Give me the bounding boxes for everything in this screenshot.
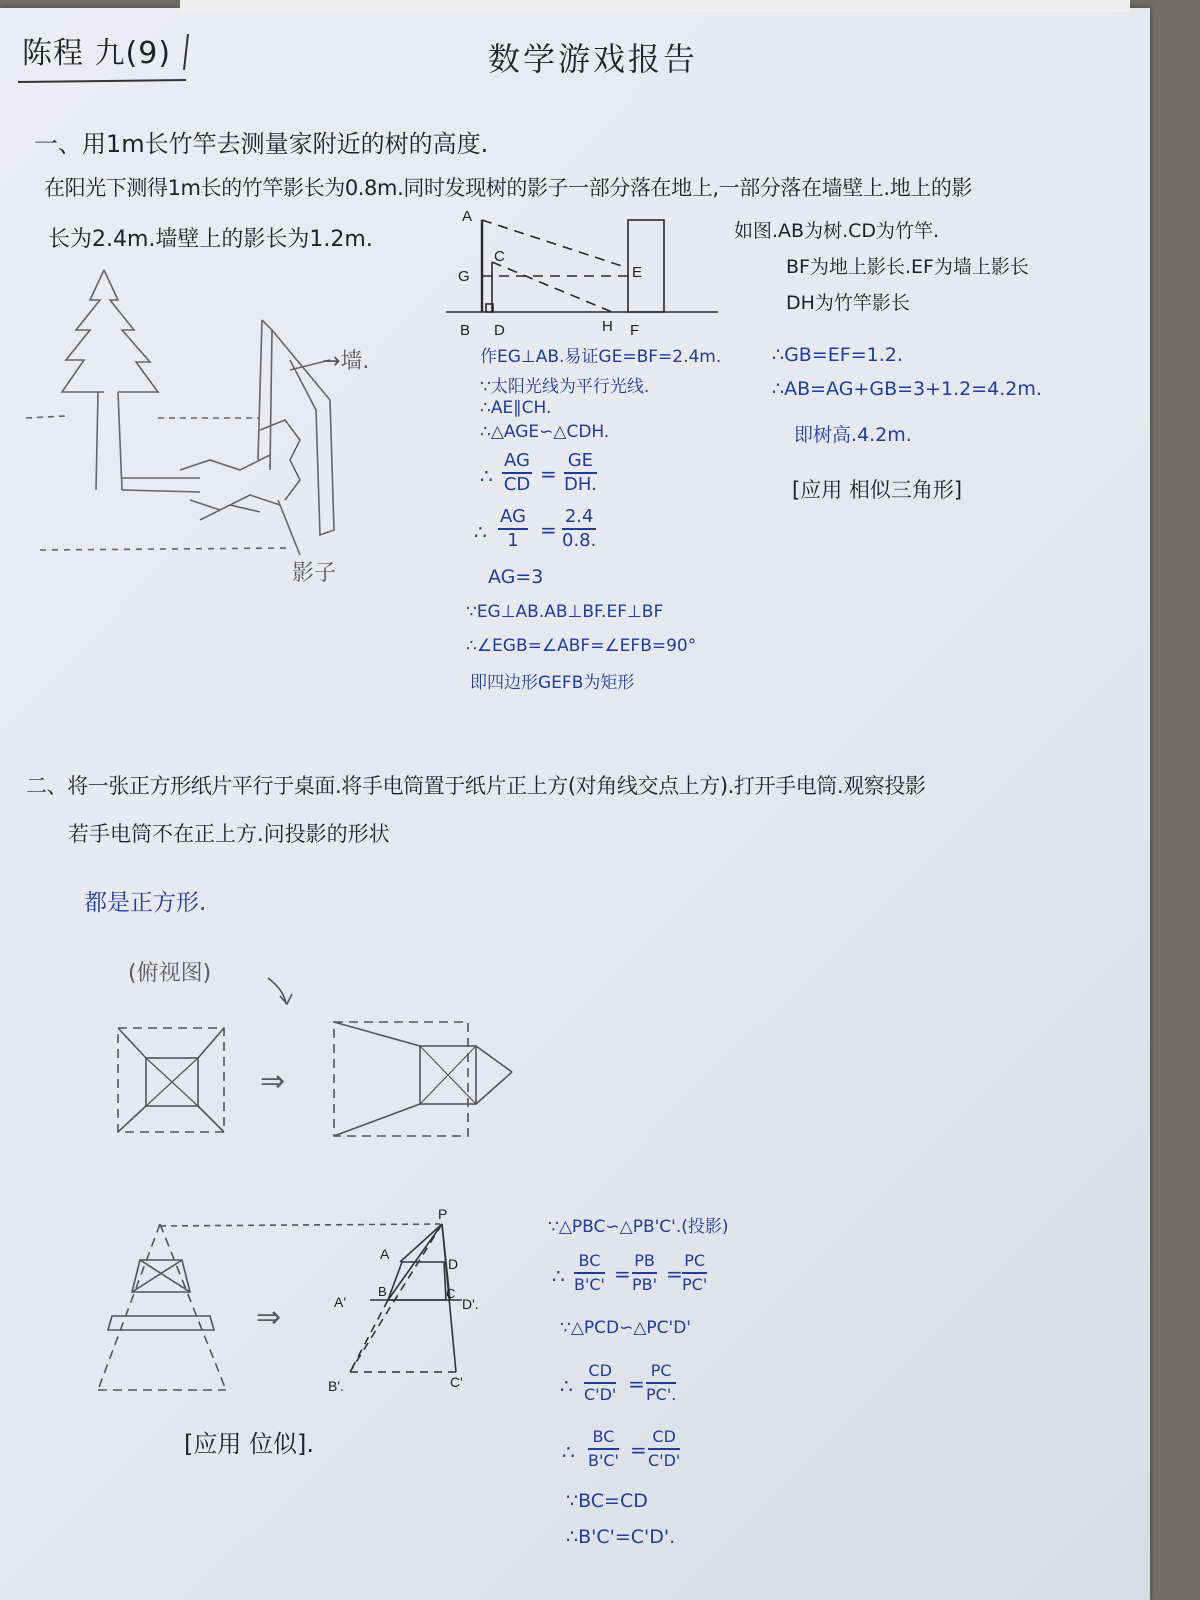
diagram1-label-H: H bbox=[602, 318, 613, 335]
diagram1-label-A: A bbox=[462, 208, 473, 225]
fraction-pc-pc-prime-2 bbox=[646, 1360, 676, 1406]
proof1-line-3: ∴AE∥CH. bbox=[480, 398, 552, 418]
fraction-bc-bc-prime bbox=[574, 1250, 605, 1296]
diagram2-label-B: B bbox=[378, 1284, 387, 1299]
frac2-num2: 2.4 bbox=[562, 506, 596, 530]
diagram1-label-D: D bbox=[494, 322, 505, 339]
desc-line-3: DH为竹竿影长 bbox=[786, 292, 910, 314]
diagram2-label-A-prime: A' bbox=[334, 1294, 347, 1310]
proof1-right-1: ∴GB=EF=1.2. bbox=[772, 344, 903, 366]
proof2-frac1-den1: B'C' bbox=[574, 1275, 605, 1294]
section1-heading: 一、用1m长竹竿去测量家附近的树的高度. bbox=[34, 130, 489, 158]
frac1-num2: GE bbox=[564, 450, 597, 474]
proof2-line-2: ∵△PCD∽△PC'D' bbox=[560, 1318, 691, 1338]
frac2-den1: 1 bbox=[507, 530, 519, 551]
diagram2-label-A: A bbox=[380, 1246, 390, 1262]
proof2-frac1-eq2: = bbox=[666, 1262, 683, 1286]
proof2-frac3-prefix: ∴ bbox=[562, 1440, 575, 1464]
shadow-label: 影子 bbox=[292, 561, 337, 586]
diagram2-label-D-prime: D'. bbox=[462, 1296, 479, 1312]
fraction-pb-pb-prime bbox=[632, 1250, 657, 1296]
frac1-prefix: ∴ bbox=[480, 464, 493, 488]
section1-problem-line2: 长为2.4m.墙壁上的影长为1.2m. bbox=[48, 227, 373, 252]
diagram2-label-C: C bbox=[446, 1286, 456, 1301]
frac1-den2: DH. bbox=[564, 474, 597, 495]
frac2-den2: 0.8. bbox=[562, 530, 597, 551]
diagram2-label-P: P bbox=[438, 1206, 448, 1222]
diagram1-label-E: E bbox=[632, 264, 643, 281]
student-name: 陈程 九(9) bbox=[22, 36, 172, 71]
wall-label: →墙. bbox=[322, 349, 370, 374]
proof2-frac3-eq: = bbox=[630, 1438, 647, 1462]
fraction-bc-bc-prime-2 bbox=[588, 1426, 619, 1472]
diagram1-label-C: C bbox=[494, 248, 505, 265]
section2-application: [应用 位似]. bbox=[184, 1430, 314, 1458]
page-title: 数学游戏报告 bbox=[488, 40, 699, 78]
proof2-frac1-prefix: ∴ bbox=[552, 1264, 565, 1288]
proof2-frac2-num2: PC bbox=[646, 1360, 676, 1384]
proof2-frac3-num2: CD bbox=[648, 1426, 680, 1450]
proof2-frac2-eq: = bbox=[628, 1372, 645, 1396]
section2-heading-line1: 二、将一张正方形纸片平行于桌面.将手电筒置于纸片正上方(对角线交点上方).打开手电筒.观察投影 bbox=[26, 774, 926, 798]
proof1-line-8: 即四边形GEFB为矩形 bbox=[470, 673, 635, 693]
frac1-equals: = bbox=[540, 462, 557, 486]
proof1-line-1: 作EG⊥AB.易证GE=BF=2.4m. bbox=[480, 347, 722, 367]
proof1-line-7: ∴∠EGB=∠ABF=∠EFB=90° bbox=[466, 636, 697, 656]
topview-label: (俯视图) bbox=[128, 961, 212, 986]
proof2-frac1-den3: PC' bbox=[682, 1275, 708, 1294]
desc-line-2: BF为地上影长.EF为墙上影长 bbox=[786, 256, 1029, 278]
section2-heading-line2: 若手电筒不在正上方.问投影的形状 bbox=[68, 822, 390, 846]
frac1-den1: CD bbox=[503, 474, 531, 495]
frac2-prefix: ∴ bbox=[474, 520, 487, 544]
frac2-num1: AG bbox=[498, 506, 528, 530]
proof2-frac1-den2: PB' bbox=[632, 1275, 658, 1294]
diagram1-label-G: G bbox=[458, 268, 470, 285]
arrow-right-2: ⇒ bbox=[256, 1300, 282, 1335]
proof2-frac3-den1: B'C' bbox=[588, 1451, 619, 1470]
proof2-line-1: ∵△PBC∽△PB'C'.(投影) bbox=[548, 1217, 729, 1237]
diagram2-label-C-prime: C' bbox=[450, 1374, 463, 1390]
proof2-frac2-den1: C'D' bbox=[584, 1385, 617, 1404]
proof2-frac3-den2: C'D' bbox=[648, 1451, 681, 1470]
diagram2-label-B-prime: B'. bbox=[328, 1378, 344, 1394]
proof2-frac2-num1: CD bbox=[584, 1360, 616, 1384]
proof1-line-2: ∵太阳光线为平行光线. bbox=[480, 377, 650, 397]
fraction-pc-pc-prime bbox=[682, 1250, 707, 1296]
frac2-equals: = bbox=[540, 518, 557, 542]
proof2-frac2-prefix: ∴ bbox=[560, 1374, 573, 1398]
proof2-frac1-eq1: = bbox=[614, 1262, 631, 1286]
proof2-frac1-num2: PB bbox=[632, 1250, 657, 1274]
fraction-cd-cd-prime-2 bbox=[648, 1426, 680, 1472]
proof2-frac1-num3: PC bbox=[682, 1250, 707, 1274]
proof1-line-4: ∴△AGE∽△CDH. bbox=[480, 422, 610, 442]
diagram1-label-B: B bbox=[460, 322, 471, 339]
proof2-frac3-num1: BC bbox=[588, 1426, 619, 1450]
proof2-line-4: ∴B'C'=C'D'. bbox=[566, 1526, 676, 1548]
proof2-frac2-den2: PC'. bbox=[646, 1385, 677, 1404]
proof1-line-5: AG=3 bbox=[488, 566, 544, 588]
proof2-line-3: ∵BC=CD bbox=[566, 1490, 648, 1512]
diagram1-label-F: F bbox=[630, 322, 640, 339]
desc-line-1: 如图.AB为树.CD为竹竿. bbox=[734, 220, 940, 242]
proof1-right-2: ∴AB=AG+GB=3+1.2=4.2m. bbox=[772, 378, 1042, 400]
frac1-num1: AG bbox=[502, 450, 532, 474]
fraction-cd-cd-prime bbox=[584, 1360, 616, 1406]
section2-answer: 都是正方形. bbox=[84, 890, 207, 916]
proof2-frac1-num1: BC bbox=[574, 1250, 605, 1274]
arrow-right-1: ⇒ bbox=[260, 1064, 286, 1099]
proof1-right-3: 即树高.4.2m. bbox=[794, 424, 912, 446]
section1-application: [应用 相似三角形] bbox=[792, 478, 963, 502]
section1-problem-line1: 在阳光下测得1m长的竹竿影长为0.8m.同时发现树的影子一部分落在地上,一部分落在墙壁上.地上的影 bbox=[44, 176, 973, 200]
proof1-line-6: ∵EG⊥AB.AB⊥BF.EF⊥BF bbox=[466, 602, 664, 622]
diagram2-label-D: D bbox=[448, 1256, 459, 1272]
